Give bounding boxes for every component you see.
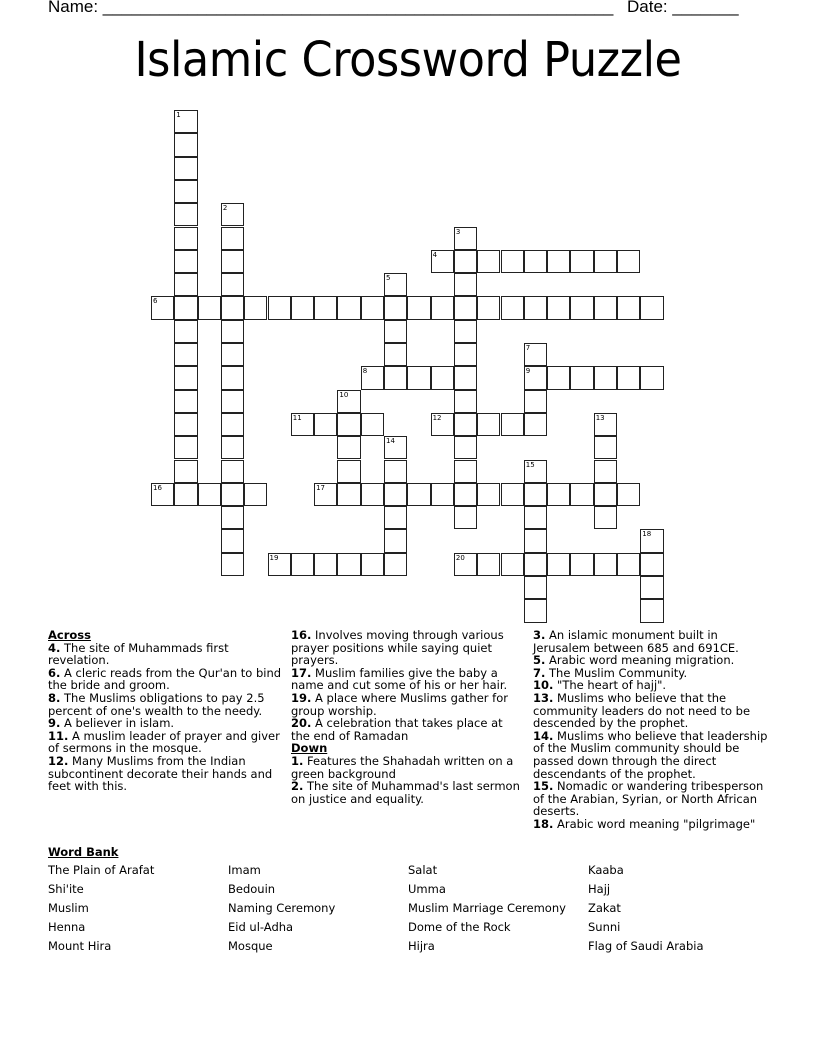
grid-cell[interactable] <box>501 553 524 576</box>
grid-cell[interactable] <box>151 296 174 319</box>
clue-number: 5 <box>386 274 391 283</box>
grid-cell[interactable] <box>198 483 221 506</box>
clue-down-14: 14. Muslims who believe that leadership of the Muslim community should be passed down through the direct descendants of the prophet. <box>533 728 768 781</box>
grid-cell[interactable] <box>221 483 244 506</box>
grid-cell[interactable] <box>221 529 244 552</box>
grid-cell[interactable] <box>384 296 407 319</box>
word-bank-item: Salat <box>408 863 438 877</box>
grid-cell[interactable] <box>174 157 197 180</box>
word-bank-item: Imam <box>228 863 261 877</box>
clue-number: 19 <box>269 553 279 562</box>
word-bank-item: Shi'ite <box>48 882 84 896</box>
grid-cell[interactable] <box>640 529 663 552</box>
grid-cell[interactable] <box>221 436 244 459</box>
grid-cell[interactable] <box>454 553 477 576</box>
word-bank-item: Dome of the Rock <box>408 920 511 934</box>
grid-cell[interactable] <box>384 366 407 389</box>
grid-cell[interactable] <box>174 133 197 156</box>
grid-cell[interactable] <box>477 250 500 273</box>
grid-cell[interactable] <box>221 273 244 296</box>
clue-number: 11 <box>292 413 302 422</box>
grid-cell[interactable] <box>594 250 617 273</box>
clue-number: 6 <box>153 297 158 306</box>
grid-cell[interactable] <box>640 296 663 319</box>
grid-cell[interactable] <box>454 273 477 296</box>
clue-number: 15 <box>525 460 535 469</box>
grid-cell[interactable] <box>594 553 617 576</box>
clue-across-12: 12. Many Muslims from the Indian subcontinent decorate their hands and feet with this. <box>48 753 273 794</box>
grid-cell[interactable] <box>221 296 244 319</box>
grid-cell[interactable] <box>268 553 291 576</box>
grid-cell[interactable] <box>337 460 360 483</box>
grid-cell[interactable] <box>174 460 197 483</box>
grid-cell[interactable] <box>501 296 524 319</box>
clue-number: 10 <box>339 390 349 399</box>
grid-cell[interactable] <box>477 296 500 319</box>
clue-number: 9 <box>525 367 531 376</box>
grid-cell[interactable] <box>361 296 384 319</box>
clues-column-3 <box>533 629 769 831</box>
grid-cell[interactable] <box>594 436 617 459</box>
word-bank-item: The Plain of Arafat <box>48 863 155 877</box>
grid-cell[interactable] <box>594 296 617 319</box>
grid-cell[interactable] <box>477 413 500 436</box>
grid-cell[interactable] <box>524 296 547 319</box>
grid-cell[interactable] <box>384 320 407 343</box>
clue-number: 8 <box>362 367 368 376</box>
grid-cell[interactable] <box>454 250 477 273</box>
grid-cell[interactable] <box>221 227 244 250</box>
grid-cell[interactable] <box>547 250 570 273</box>
clue-across-20: 20. A celebration that takes place at the end of Ramadan <box>291 716 503 743</box>
grid-cell[interactable] <box>524 483 547 506</box>
clue-number: 18 <box>642 530 652 539</box>
grid-cell[interactable] <box>361 553 384 576</box>
grid-cell[interactable] <box>524 576 547 599</box>
grid-cell[interactable] <box>547 296 570 319</box>
word-bank-item: Umma <box>408 882 446 896</box>
grid-cell[interactable] <box>221 390 244 413</box>
clue-down-10: 10. "The heart of hajj". <box>533 678 667 693</box>
word-bank-item: Henna <box>48 920 86 934</box>
grid-cell[interactable] <box>361 413 384 436</box>
grid-cell[interactable] <box>594 460 617 483</box>
grid-cell[interactable] <box>454 460 477 483</box>
word-bank-heading: Word Bank <box>48 845 119 859</box>
grid-cell[interactable] <box>384 483 407 506</box>
grid-cell[interactable] <box>314 413 337 436</box>
date-field-label: Date: _______ <box>627 0 739 16</box>
clue-number: 2 <box>222 204 228 213</box>
grid-cell[interactable] <box>221 553 244 576</box>
grid-cell[interactable] <box>174 250 197 273</box>
grid-cell[interactable] <box>501 413 524 436</box>
grid-cell[interactable] <box>524 366 547 389</box>
clue-across-17: 17. Muslim families give the baby a name and cut some of his or her hair. <box>291 665 508 693</box>
clue-down-3: 3. An islamic monument built in Jerusalem between 685 and 691CE. <box>533 628 739 655</box>
word-bank-item: Mount Hira <box>48 939 112 953</box>
clue-down-1: 1. Features the Shahadah written on a green background <box>291 753 514 781</box>
grid-cell[interactable] <box>221 320 244 343</box>
grid-cell[interactable] <box>337 553 360 576</box>
clue-number: 13 <box>595 413 605 422</box>
grid-cell[interactable] <box>524 599 547 622</box>
grid-cell[interactable] <box>524 506 547 529</box>
grid-cell[interactable] <box>221 203 244 226</box>
grid-cell[interactable] <box>384 273 407 296</box>
grid-cell[interactable] <box>384 529 407 552</box>
grid-cell[interactable] <box>594 506 617 529</box>
grid-cell[interactable] <box>431 413 454 436</box>
word-bank-item: Zakat <box>588 901 621 915</box>
page-title: Islamic Crossword Puzzle <box>134 32 682 88</box>
grid-cell[interactable] <box>337 413 360 436</box>
grid-cell[interactable] <box>547 553 570 576</box>
grid-cell[interactable] <box>151 483 174 506</box>
grid-cell[interactable] <box>431 296 454 319</box>
grid-cell[interactable] <box>524 460 547 483</box>
grid-cell[interactable] <box>174 180 197 203</box>
grid-cell[interactable] <box>524 553 547 576</box>
grid-cell[interactable] <box>221 366 244 389</box>
grid-cell[interactable] <box>174 203 197 226</box>
grid-cell[interactable] <box>454 413 477 436</box>
grid-cell[interactable] <box>524 413 547 436</box>
clue-number: 4 <box>432 250 438 259</box>
clue-number: 3 <box>455 227 461 236</box>
grid-cell[interactable] <box>384 436 407 459</box>
grid-cell[interactable] <box>337 296 360 319</box>
word-bank-item: Muslim Marriage Ceremony <box>408 901 566 915</box>
grid-cell[interactable] <box>547 483 570 506</box>
grid-cell[interactable] <box>617 296 640 319</box>
grid-cell[interactable] <box>454 343 477 366</box>
grid-cell[interactable] <box>454 296 477 319</box>
grid-cell[interactable] <box>617 483 640 506</box>
grid-cell[interactable] <box>314 296 337 319</box>
grid-cell[interactable] <box>640 599 663 622</box>
grid-cell[interactable] <box>454 227 477 250</box>
grid-cell[interactable] <box>174 483 197 506</box>
word-bank-item: Muslim <box>48 901 89 915</box>
grid-cell[interactable] <box>244 483 267 506</box>
clue-number: 7 <box>525 344 531 352</box>
clue-number: 1 <box>176 111 181 119</box>
clue-down-2: 2. The site of Muhammad's last sermon on justice and equality. <box>291 779 520 806</box>
grid-cell[interactable] <box>244 296 267 319</box>
clues-column-2 <box>291 629 523 805</box>
grid-cell[interactable] <box>291 296 314 319</box>
word-bank-item: Bedouin <box>228 882 276 896</box>
word-bank-item: Naming Ceremony <box>228 901 336 915</box>
grid-cell[interactable] <box>570 296 593 319</box>
grid-cell[interactable] <box>384 553 407 576</box>
grid-cell[interactable] <box>221 250 244 273</box>
grid-cell[interactable] <box>337 436 360 459</box>
grid-cell[interactable] <box>570 553 593 576</box>
clue-number: 17 <box>316 483 326 492</box>
grid-cell[interactable] <box>361 366 384 389</box>
across-heading: Across <box>48 628 91 642</box>
grid-cell[interactable] <box>291 553 314 576</box>
grid-cell[interactable] <box>268 296 291 319</box>
grid-cell[interactable] <box>174 366 197 389</box>
grid-cell[interactable] <box>337 483 360 506</box>
down-heading: Down <box>291 741 328 756</box>
grid-cell[interactable] <box>594 413 617 436</box>
grid-cell[interactable] <box>524 343 547 366</box>
grid-cell[interactable] <box>477 483 500 506</box>
grid-cell[interactable] <box>640 553 663 576</box>
grid-cell[interactable] <box>454 320 477 343</box>
clue-across-8: 8. The Muslims obligations to pay 2.5 percent of one's wealth to the needy. <box>48 690 265 718</box>
clues-column-1 <box>48 629 286 793</box>
grid-cell[interactable] <box>570 250 593 273</box>
grid-cell[interactable] <box>454 390 477 413</box>
grid-cell[interactable] <box>454 483 477 506</box>
grid-cell[interactable] <box>524 250 547 273</box>
grid-cell[interactable] <box>617 553 640 576</box>
grid-cell[interactable] <box>407 366 430 389</box>
word-bank-item: Hajj <box>588 882 611 896</box>
clue-down-5: 5. Arabic word meaning migration. <box>533 653 735 668</box>
grid-cell[interactable] <box>640 576 663 599</box>
grid-cell[interactable] <box>594 366 617 389</box>
grid-cell[interactable] <box>174 296 197 319</box>
grid-cell[interactable] <box>431 483 454 506</box>
clue-number: 16 <box>153 483 162 492</box>
grid-cell[interactable] <box>174 343 197 366</box>
grid-cell[interactable] <box>221 413 244 436</box>
grid-cell[interactable] <box>524 390 547 413</box>
grid-cell[interactable] <box>407 296 430 319</box>
clue-down-15: 15. Nomadic or wandering tribesperson of the Arabian, Syrian, or North African deserts. <box>533 779 764 819</box>
grid-cell[interactable] <box>384 460 407 483</box>
grid-cell[interactable] <box>547 366 570 389</box>
grid-cell[interactable] <box>407 483 430 506</box>
word-bank-item: Kaaba <box>588 863 624 877</box>
grid-cell[interactable] <box>174 273 197 296</box>
grid-cell[interactable] <box>174 390 197 413</box>
grid-cell[interactable] <box>198 296 221 319</box>
grid-cell[interactable] <box>570 366 593 389</box>
grid-cell[interactable] <box>454 366 477 389</box>
clue-across-9: 9. A believer in islam. <box>48 716 175 731</box>
grid-cell[interactable] <box>454 436 477 459</box>
grid-cell[interactable] <box>524 529 547 552</box>
grid-cell[interactable] <box>384 506 407 529</box>
name-field-label: Name: ______________________________________________________ <box>48 0 614 16</box>
grid-cell[interactable] <box>361 483 384 506</box>
grid-cell[interactable] <box>501 250 524 273</box>
grid-cell[interactable] <box>314 553 337 576</box>
grid-cell[interactable] <box>617 366 640 389</box>
grid-cell[interactable] <box>174 227 197 250</box>
clue-down-7: 7. The Muslim Community. <box>533 665 688 680</box>
grid-cell[interactable] <box>221 506 244 529</box>
grid-cell[interactable] <box>174 110 197 133</box>
grid-cell[interactable] <box>431 250 454 273</box>
clue-across-11: 11. A muslim leader of prayer and giver of sermons in the mosque. <box>48 728 280 756</box>
word-bank-item: Eid ul-Adha <box>228 920 294 934</box>
grid-cell[interactable] <box>640 366 663 389</box>
grid-cell[interactable] <box>570 483 593 506</box>
grid-cell[interactable] <box>384 343 407 366</box>
grid-cell[interactable] <box>477 553 500 576</box>
clue-across-19: 19. A place where Muslims gather for group worship. <box>291 690 508 718</box>
grid-cell[interactable] <box>221 460 244 483</box>
grid-cell[interactable] <box>431 366 454 389</box>
clue-down-18: 18. Arabic word meaning "pilgrimage" <box>533 816 756 831</box>
clue-across-6: 6. A cleric reads from the Qur'an to bind the bride and groom. <box>48 665 282 693</box>
grid-cell[interactable] <box>221 343 244 366</box>
clue-across-16: 16. Involves moving through various prayer positions while saying quiet prayers. <box>291 628 504 668</box>
word-bank-item: Sunni <box>588 920 621 934</box>
clue-number: 12 <box>432 413 442 422</box>
grid-cell[interactable] <box>174 320 197 343</box>
grid-cell[interactable] <box>174 436 197 459</box>
clue-number: 20 <box>455 553 465 562</box>
clue-across-4: 4. The site of Muhammads first revelation. <box>48 640 229 668</box>
grid-cell[interactable] <box>454 506 477 529</box>
grid-cell[interactable] <box>501 483 524 506</box>
grid-cell[interactable] <box>174 413 197 436</box>
grid-cell[interactable] <box>617 250 640 273</box>
word-bank-item: Hijra <box>408 939 435 953</box>
grid-cell[interactable] <box>594 483 617 506</box>
grid-cell[interactable] <box>337 390 360 413</box>
grid-cell[interactable] <box>314 483 337 506</box>
word-bank-item: Mosque <box>228 939 273 953</box>
clue-down-13: 13. Muslims who believe that the community leaders do not need to be descended by the prophet. <box>533 690 751 731</box>
word-bank-item: Flag of Saudi Arabia <box>588 939 704 953</box>
clue-number: 14 <box>386 437 395 446</box>
grid-cell[interactable] <box>291 413 314 436</box>
